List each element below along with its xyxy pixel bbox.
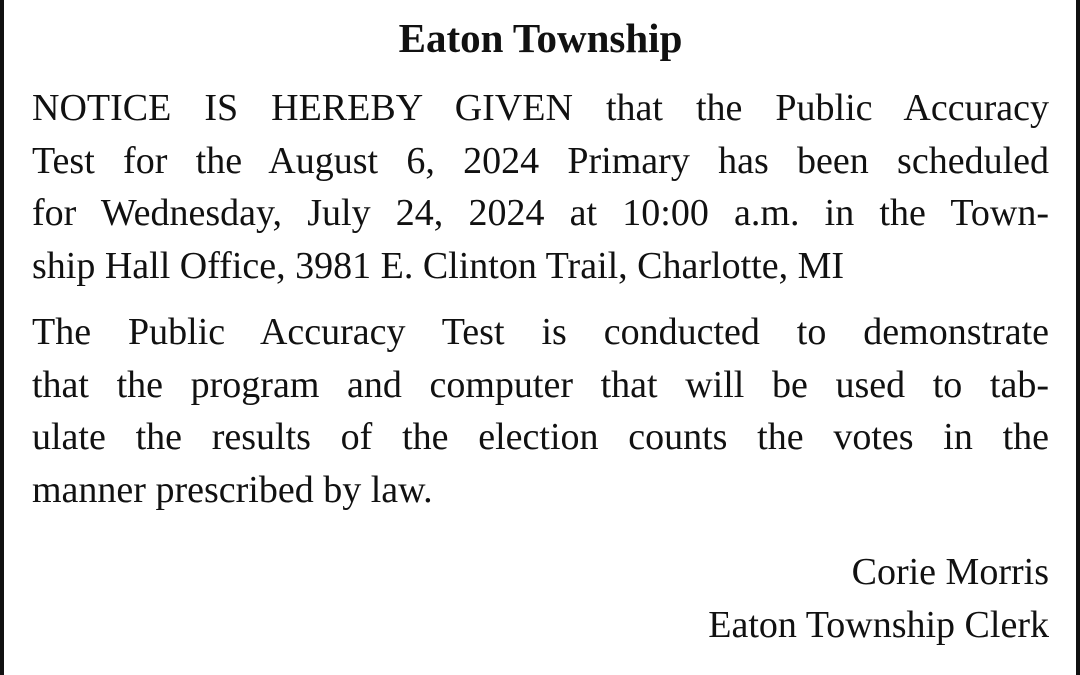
paragraph-line: NOTICE IS HEREBY GIVEN that the Public Accuracy [32, 87, 1049, 129]
signature-title: Eaton Township Clerk [708, 604, 1049, 646]
paragraph-line: ulate the results of the election counts the votes in the [32, 416, 1049, 458]
notice-paragraph-accuracy-test-schedule [32, 82, 1049, 292]
signature-name: Corie Morris [851, 551, 1049, 593]
paragraph-line: ship Hall Office, 3981 E. Clinton Trail, Charlotte, MI [32, 244, 845, 287]
paragraph-line: manner prescribed by law. [32, 468, 433, 511]
notice-paragraph-test-purpose [32, 306, 1049, 516]
notice-title: Eaton Township [398, 15, 683, 61]
paragraph-line: for Wednesday, July 24, 2024 at 10:00 a.m. in the Town- [32, 192, 1049, 234]
paragraph-line: Test for the August 6, 2024 Primary has been scheduled [32, 139, 1049, 182]
paragraph-line: The Public Accuracy Test is conducted to demonstrate [32, 311, 1049, 353]
paragraph-line: that the program and computer that will be used to tab- [32, 363, 1049, 406]
signature-block [32, 546, 1049, 652]
